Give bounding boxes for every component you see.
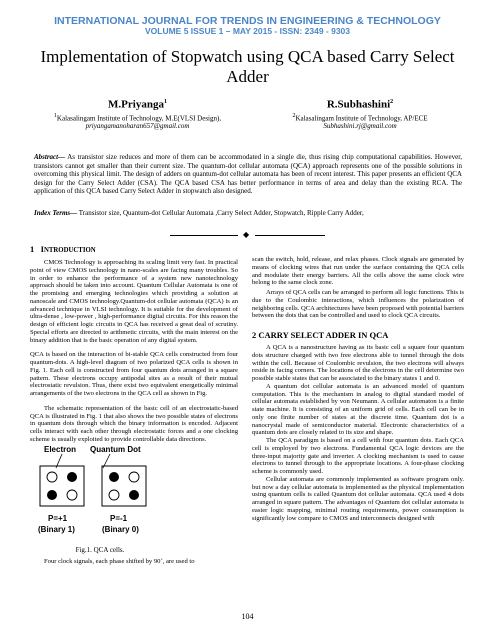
section-1-heading: 1 INTRODUCTION	[30, 244, 96, 254]
right-paragraph-3: A QCA is a nanostructure having as its basic cell a square four quantum dots structure charged with two free electrons able to tunnel through the dots within the cell. Because of Coulombic revulsion, the two electrons will always reside in facing corners. The locations of the electrons in the cell determine two possible stable states that can be associated to the binary states 1 and 0.	[252, 344, 464, 382]
electron-icon	[109, 472, 119, 482]
index-terms-text: Transistor size, Quantum-dot Cellular Automata ,Carry Select Adder, Stopwatch, Ripple Carry Adder,	[77, 209, 364, 217]
state-right: P=-1	[110, 513, 128, 523]
index-terms	[34, 209, 462, 218]
author-affiliation: $^2$Kalasalingam Institute of Technology, AP/ECE	[292, 112, 428, 122]
author-affiliation: $^1$Kalasalingam Institute of Technology, M.E(VLSI Design),	[53, 112, 222, 122]
journal-issue: VOLUME 5 ISSUE 1 – MAY 2015 - ISSN: 2349 - 9303	[144, 26, 351, 36]
journal-name: INTERNATIONAL JOURNAL FOR TRENDS IN ENGINEERING & TECHNOLOGY	[54, 15, 441, 27]
separator	[170, 230, 325, 240]
separator-diamond-icon: ◆	[243, 230, 250, 239]
abstract-text: As transistor size reduces and more of them can be accommodated in a single die, thus rising chip computational capabilities. However, transistors cannot get smaller than their current size. The quantum-dot cellular automata (QCA) approach represents one of the possible solutions in overcoming this physical limit. The design of adders on quantum-dot cellular automata has been of recent interest. This paper presents an efficient QCA design for the Carry Select Adder (CSA). The QCA based CSA has better performance in terms of area and delay than the existing RCA. The application of this QCA based Carry Select Adder in stopwatch also designed.	[34, 153, 462, 196]
section-2-heading: 2 CARRY SELECT ADDER IN QCA	[252, 330, 389, 340]
intro-paragraph-1: CMOS Technology is approaching its scaling limit very fast. In practical point of view CMOS technology in nano-scales are facing many troubles. So in order to enhance the performance of a system new nanotechnology approach should be taken into account. Quantum Cellular Automata is one of the promising and emerging technologies which providing a solution at nanoscale and CMOS technology.Quantum-dot cellular automata (QCA) is an advanced technique in VLSI technology. It is suitable for the development of ultra-dense , low-power , high-performance digital circuits. For this reason the design of efficient logic circuits in QCA has received a great deal of scrutiny. Special efforts are directed to arithmetic circuits, with the main interest on the binary addition that is the basic operation of any digital system.	[30, 259, 238, 344]
qca-cells-diagram	[30, 444, 238, 544]
qca-cell-binary-0	[102, 466, 146, 506]
author-name: R.Subhashini$^2$	[326, 98, 394, 111]
right-paragraph-2: Arrays of QCA cells can be arranged to perform all logic functions. This is due to the Coulombic interactions, which influences the polarization of neighboring cells. QCA architectures have been proposed with potential barriers between the dots that can be controlled and used to clock QCA circuits.	[252, 289, 464, 320]
figure-caption: Fig.1. QCA cells.	[75, 546, 125, 555]
electron-icon	[67, 472, 77, 482]
author-block-1	[30, 95, 245, 131]
intro-paragraph-2: QCA is based on the interaction of bi-stable QCA cells constructed from four quantum-dots. A high-level diagram of two polarized QCA cells is shown in Fig. 1. Each cell is constructed from four quantum dots arranged in a square pattern. These electrons occupy antipodal sites as a result of their mutual electrostatic revulsion. Thus, there exist two equivalent energetically minimal arrangements of the two electrons in the QCA cell as shown in Fig.	[30, 351, 238, 397]
binary-right: (Binary 0)	[102, 524, 139, 534]
abstract	[34, 153, 462, 196]
author-block-2	[255, 95, 465, 131]
journal-header	[0, 16, 495, 36]
left-column	[30, 244, 238, 565]
right-paragraph-1: scan the switch, hold, release, and relax phases. Clock signals are generated by means of clocking wires that run under the surface containing the QCA cells and modulate their energy barriers. All the cells above the same clock wire belong to the same clock zone.	[252, 256, 464, 287]
abstract-label: Abstract—	[34, 153, 66, 161]
paper-title: Implementation of Stopwatch using QCA based Carry Select Adder	[40, 47, 455, 86]
right-paragraph-6: Cellular automata are commonly implemented as software program only. but now a day cellular automata is implemented as the physical implementation using quantum cells is called Quantum dot cellular automata. QCA used 4 dots arranged in square pattern. The advantages of Quantum dot cellular automata is easier logic mapping, minimal routing requirements, power consumption is significantly low compare to CMOS and interconnects designed with	[252, 475, 464, 522]
page-number: 104	[241, 612, 254, 621]
right-paragraph-4: A quantum dot cellular automata is an advanced model of quantum computation. This is the mechanism in analog to digital standard model of cellular automata established by von Neumann. A cellular automaton is a finite state machine. It is consisting of an uniform grid of cells. Each cell can be in only one finite number of states at the discrete time. Quantum dot is a nanocrystal made of semiconductor material. Electronic characteristics of a quantum dots are closely related to its size and shape.	[252, 382, 464, 437]
index-terms-label: Index Terms—	[34, 209, 78, 217]
label-electron: Electron	[44, 444, 77, 454]
electron-icon	[47, 490, 57, 500]
right-column	[252, 256, 464, 522]
author-email: Subhashini.rj@gmail.com	[323, 122, 397, 131]
figure-qca-cells	[30, 444, 238, 554]
right-paragraph-5: The QCA paradigm is based on a cell with four quantum dots. Each QCA cell is employed by two electrons. Fundamental QCA logic devices are the three-input majority gate and inverter. A clocking mechanism is used to cause electrons to tunnel through to the appropriate locations. A four-phase clocking scheme is commonly used.	[252, 437, 464, 475]
state-left: P=+1	[48, 513, 68, 523]
qca-cell-binary-1	[40, 466, 84, 506]
intro-paragraph-3: The schematic representation of the basic cell of an electrostatic-based QCA is illustrated in Fig. 1 that also shows the two possible states of electrons in quantum dots through which the binary information is encoded. Adjacent cells interact with each other through electrostatic forces and a one clocking scheme is usually exploited to provide controllable data directions.	[30, 404, 238, 443]
binary-left: (Binary 1)	[38, 524, 75, 534]
intro-paragraph-4: Four clock signals, each phase shifted by 90˚, are used to	[44, 557, 195, 565]
electron-icon	[129, 490, 139, 500]
author-email: priyangamanoharan657@gmail.com	[85, 122, 190, 131]
label-quantum-dot: Quantum Dot	[90, 444, 141, 454]
author-name: M.Priyanga$^1$	[108, 98, 167, 111]
